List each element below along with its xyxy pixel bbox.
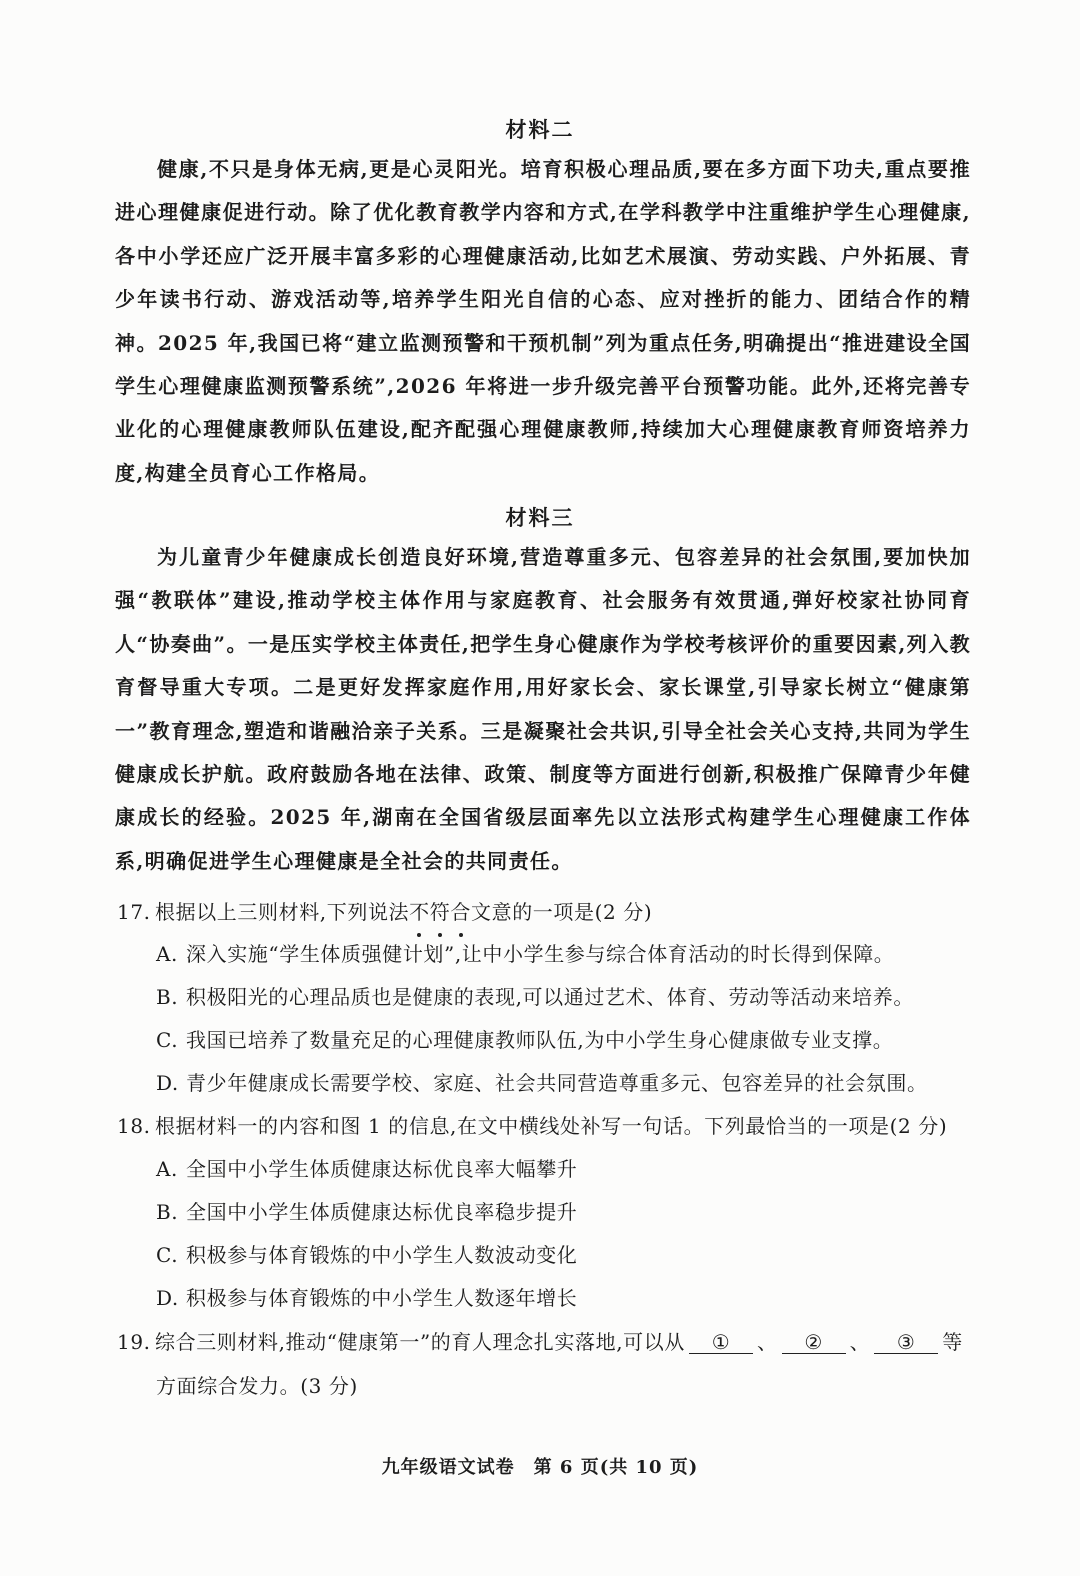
question-19-stem: 19. 综合三则材料,推动“健康第一”的育人理念扎实落地,可以从 ① 、 ② 、 ③ 等 [117,1330,963,1354]
question-18-option-b: B. 全国中小学生体质健康达标优良率稳步提升 [156,1200,578,1224]
answer-blank-2[interactable]: ② [782,1331,846,1354]
emphasis-dot [438,933,442,937]
question-19-continuation: 方面综合发力。(3 分) [156,1374,358,1398]
question-18-option-c: C. 积极参与体育锻炼的中小学生人数波动变化 [156,1243,578,1267]
question-17-option-b: B. 积极阳光的心理品质也是健康的表现,可以通过艺术、体育、劳动等活动来培养。 [156,985,914,1009]
answer-blank-1[interactable]: ① [689,1331,753,1354]
emphasis-dot [459,933,463,937]
question-17-option-c: C. 我国已培养了数量充足的心理健康教师队伍,为中小学生身心健康做专业支撑。 [156,1028,894,1052]
material-three-heading: 材料三 [505,505,575,530]
page-footer: 九年级语文试卷 第 6 页(共 10 页) [381,1457,699,1478]
emphasis-char: 合 [450,896,471,925]
question-18-option-a: A. 全国中小学生体质健康达标优良率大幅攀升 [156,1157,578,1181]
question-18-number: 18. [117,1114,151,1138]
material-two-heading: 材料二 [505,117,575,142]
emphasis-char: 符 [430,896,451,925]
emphasis-dot [417,933,421,937]
question-17-number: 17. [117,900,151,924]
question-17-stem [117,896,977,925]
question-17-stem-before: 根据以上三则材料,下列说法 [155,900,410,924]
question-19-number: 19. [117,1330,151,1354]
material-three-paragraph: 为儿童青少年健康成长创造良好环境,营造尊重多元、包容差异的社会氛围,要加快加强“教联体”建设,推动学校主体作用与家庭教育、社会服务有效贯通,弹好校家社协同育人“协奏曲”。一是压实学校主体责任,把学生身心健康作为学校考核评价的重要因素,列入教育督导重大专项。二是更好发挥家庭作用,用好家长会、家长课堂,引导家长树立“健康第一”教育理念,塑造和谐融洽亲子关系。三是凝聚社会共识,引导全社会关心支持,共同为学生健康成长护航。政府鼓励各地在法律、政策、制度等方面进行创新,积极推广保障青少年健康成长的经验。2025 年,湖南在全国省级层面率先以立法形式构建学生心理健康工作体系,明确促进学生心理健康是全社会的共同责任。 [115,545,971,873]
question-17-option-d: D. 青少年健康成长需要学校、家庭、社会共同营造尊重多元、包容差异的社会氛围。 [156,1071,928,1095]
question-17-option-a: A. 深入实施“学生体质强健计划”,让中小学生参与综合体育活动的时长得到保障。 [156,942,895,966]
material-two-paragraph: 健康,不只是身体无病,更是心灵阳光。培育积极心理品质,要在多方面下功夫,重点要推进心理健康促进行动。除了优化教育教学内容和方式,在学科教学中注重维护学生心理健康,各中小学还应广泛开展丰富多彩的心理健康活动,比如艺术展演、劳动实践、户外拓展、青少年读书行动、游戏活动等,培养学生阳光自信的心态、应对挫折的能力、团结合作的精神。2025 年,我国已将“建立监测预警和干预机制”列为重点任务,明确提出“推进建设全国学生心理健康监测预警系统”,2026 年将进一步升级完善平台预警功能。此外,还将完善专业化的心理健康教师队伍建设,配齐配强心理健康教师,持续加大心理健康教育师资培养力度,构建全员育心工作格局。 [115,157,971,485]
question-18-stem: 18. 根据材料一的内容和图 1 的信息,在文中横线处补写一句话。下列最恰当的一项是(2 分) [117,1114,948,1138]
emphasis-char: 不 [409,896,430,925]
question-18-option-d: D. 积极参与体育锻炼的中小学生人数逐年增长 [156,1286,578,1310]
question-17-stem-after: 文意的一项是(2 分) [471,900,653,924]
answer-blank-3[interactable]: ③ [874,1331,938,1354]
